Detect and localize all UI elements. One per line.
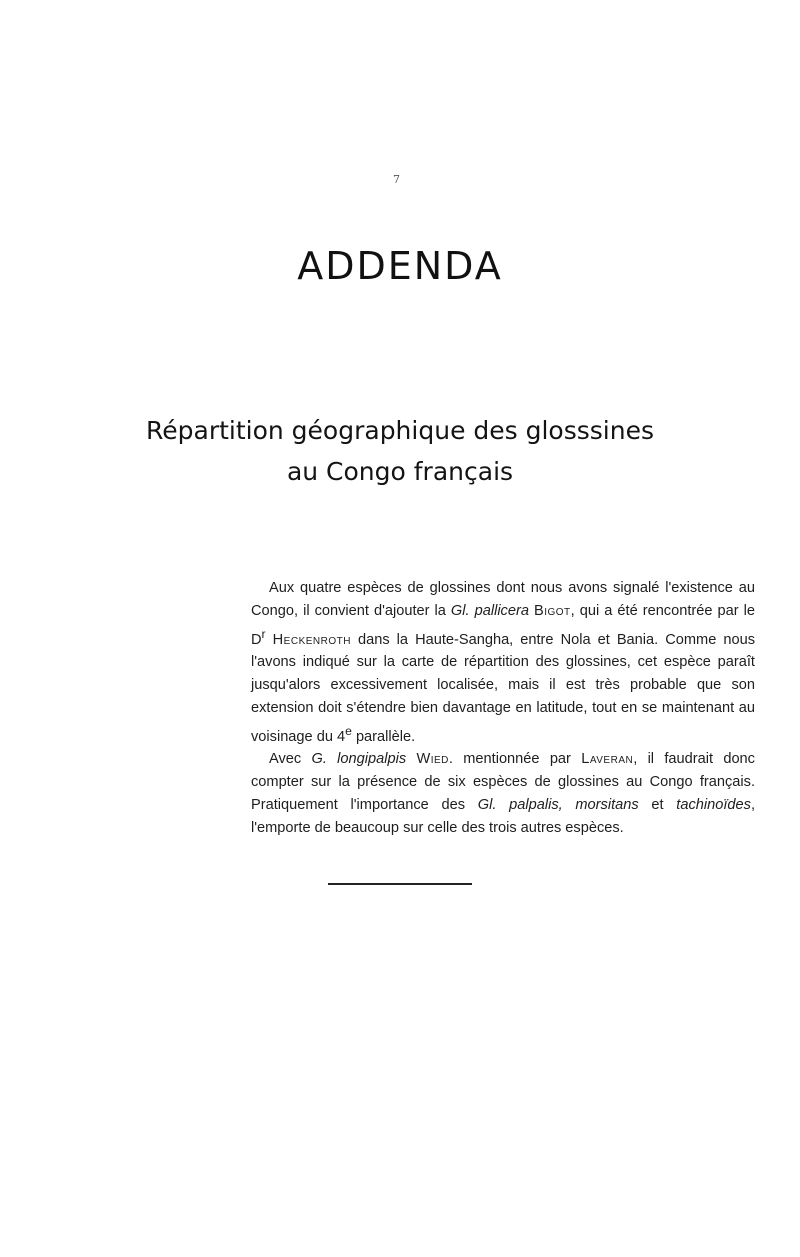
- species-name: tachinoïdes: [676, 796, 751, 813]
- text-run: dans la Haute-Sangha, entre Nola et Bania. Comme nous l'avons indiqué sur la carte de répartition des glossines, cet espèce paraît jusqu'alors excessivement localisée, mais il est très probable que son extension doit s'étendre bien davantage en latitude, tout en se maintenant au voisinage du 4: [251, 631, 755, 745]
- text-run: parallèle.: [351, 728, 416, 745]
- section-title-line-1: Répartition géographique des glosssines: [146, 416, 654, 445]
- section-divider: [328, 883, 472, 885]
- author-name: Bigot: [533, 602, 571, 619]
- superscript: r: [261, 626, 266, 641]
- superscript: e: [345, 723, 352, 738]
- text-run: , qui a été rencontrée par le D: [251, 602, 755, 648]
- text-run: Avec: [269, 751, 312, 768]
- text-run: , l'emporte de beaucoup sur celle des trois autres espèces.: [251, 796, 756, 836]
- text-run: Aux quatre espèces de glossines dont nous avons signalé l'existence au Congo, il convient d'ajouter la: [251, 580, 755, 619]
- text-run: . mentionnée par: [448, 751, 582, 768]
- species-name: Gl. pallicera: [450, 602, 529, 619]
- body-text: [251, 577, 755, 839]
- author-name: Heckenroth: [272, 631, 351, 648]
- species-name: Gl. palpalis, morsitans: [477, 796, 639, 813]
- author-name: Laveran: [581, 751, 634, 768]
- section-title-line-2: au Congo français: [286, 457, 514, 486]
- species-name: G. longipalpis: [311, 751, 407, 768]
- author-name: Wied: [416, 751, 449, 768]
- text-run: et: [638, 796, 677, 813]
- text-run: , il faudrait donc compter sur la présence de six espèces de glossines au Congo français. Pratiquement l'importance des: [251, 751, 755, 813]
- page-mark: 7: [393, 173, 400, 186]
- page-title: ADDENDA: [297, 244, 503, 288]
- paragraph-1: [251, 577, 755, 748]
- paragraph-2: [251, 748, 755, 839]
